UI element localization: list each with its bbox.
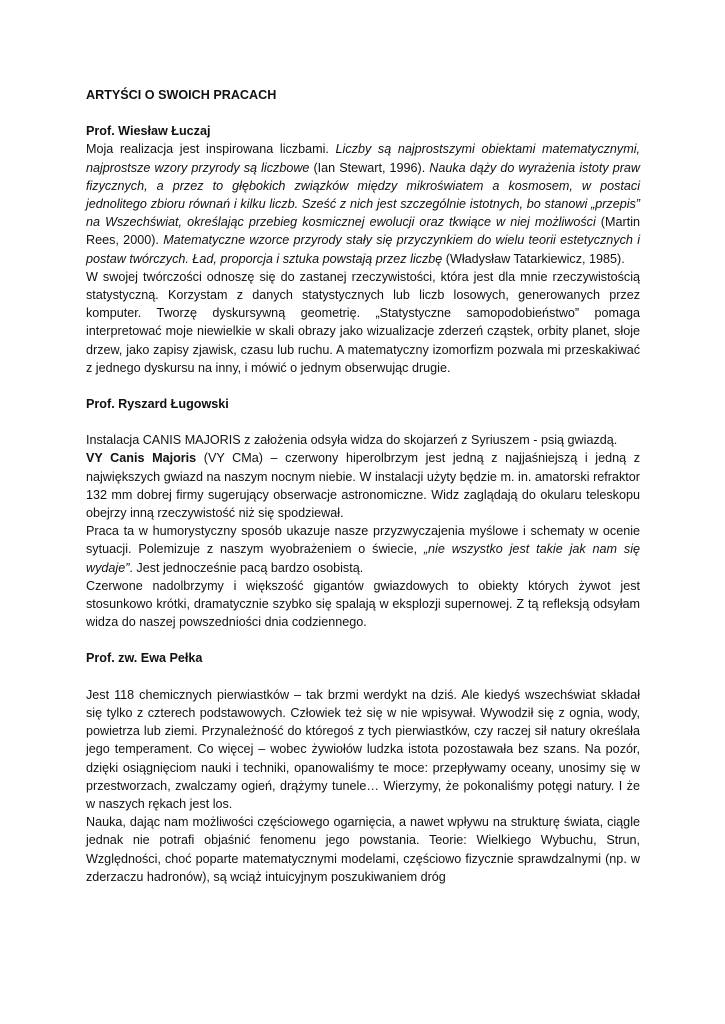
text-run: Praca ta w humorystyczny sposób ukazuje nasze przyzwyczajenia myślowe i schematy w ocenie sytuacji. Polemizuje z naszym wyobrażeniem o świecie, [86,524,640,557]
paragraph-lugowski-1: Instalacja CANIS MAJORIS z założenia odsyła widza do skojarzeń z Syriuszem - psią gwiazdą. [86,433,618,448]
section-heading-pelka: Prof. zw. Ewa Pełka [86,651,203,666]
paragraph-lugowski-3: Czerwone nadolbrzymy i większość gigantów gwiazdowych to obiekty których żywot jest stosunkowo krótki, dramatycznie szybko się spalają w eksplozji supernowej. Z tą refleksją odsyłam widza do naszej powszedniości dnia codziennego. [86,578,640,630]
paragraph-lugowski-2 [86,522,640,577]
citation-tatarkiewicz: (Władysław Tatarkiewicz, 1985). [442,251,625,266]
section-heading-lugowski: Prof. Ryszard Ługowski [86,397,229,412]
paragraph-pelka-1: Jest 118 chemicznych pierwiastków – tak brzmi werdykt na dziś. Ale kiedyś wszechświat składał się tylko z czterech podstawowych. Człowiek też się w nie wpisywał. Wywodził się z ognia, wody, powietrza lub ziemi. Przynależność do któregoś z tych pierwiastków, czy raczej sił natury określała jego temperament. Co więcej – wobec żywiołów ludzka istota pozostawała bez szans. Na pozór, dzięki osiągnięciom nauki i techniki, opanowaliśmy te moce: przepływamy oceany, unosimy się w przestworzach, zwalczamy ogień, drążymy tunele… Wierzymy, że pokonaliśmy potęgi natury. I że w naszych rękach jest los. [86,687,640,811]
quote-rees: Nauka dąży do wyrażenia istoty praw fizycznych, a przez to głębokich związków między mikroświatem a kosmosem, w postaci jednolitego zbioru równań i kilku liczb. Sześć z nich jest szczególnie istotnych, bo stanowi „przepis” na Wszechświat, określając przebieg kosmicznej ewolucji oraz tkwiące w niej możliwości [86,160,640,230]
quote-lugowski: „nie wszystko jest takie jak nam się wydaje” [86,542,640,575]
citation-stewart: (Ian Stewart, 1996). [309,160,430,175]
quote-tatarkiewicz: Matematyczne wzorce przyrody stały się przyczynkiem do wielu teorii estetycznych i postaw twórczych. Ład, proporcja i sztuka powstają przez liczbę [86,233,640,266]
star-name: VY Canis Majoris [86,451,197,466]
paragraph-pelka-2: Nauka, dając nam możliwości częściowego ogarnięcia, a nawet wpływu na strukturę świata, ciągle jednak nie potrafi objaśnić fenomenu jego powstania. Teorie: Wielkiego Wybuchu, Strun, Względności, choć poparte matematycznymi modelami, częściowo fizycznie sprawdzalnymi (np. w zderzaczu hadronów), są wciąż intuicyjnym poszukiwaniem dróg [86,815,640,884]
document-page [86,86,640,886]
paragraph-luczaj-2: W swojej twórczości odnoszę się do zastanej rzeczywistości, która jest dla mnie rzeczywistością statystyczną. Korzystam z danych statystycznych lub liczb losowych, generowanych przez komputer. Tworzę dyskursywną geometrię. „Statystyczne samopodobieństwo” pomaga interpretować moje niewielkie w skali obrazy jako wizualizacje zderzeń cząstek, orbity planet, słoje drzew, jako zapisy zjawisk, czasu lub ruchu. A matematyczny izomorfizm pozwala mi przeskakiwać z jednego dyskursu na inny, i mówić o jednym obserwując drugie. [86,269,640,375]
document-title: ARTYŚCI O SWOICH PRACACH [86,88,277,102]
paragraph-luczaj-1 [86,140,640,267]
section-heading-luczaj: Prof. Wiesław Łuczaj [86,124,211,139]
text-run: . Jest jednocześnie pacą bardzo osobistą. [129,560,364,575]
text-run: (VY CMa) – czerwony hiperolbrzym jest jedną z najjaśniejszą i jedną z największych gwiazd na naszym nocnym niebie. W instalacji użyty będzie m. in. amatorski refraktor 132 mm dobrej firmy sugerujący obserwacje astronomiczne. Widz zaglądają do okularu teleskopu obejrzy inną rzeczywistość niż się spodziewał. [86,451,640,521]
citation-rees: (Martin Rees, 2000). [86,215,640,248]
quote-stewart: Liczby są najprostszymi obiektami matematycznymi, najprostsze wzory przyrody są liczbowe [86,142,640,175]
paragraph-lugowski-1b [86,449,640,522]
text-run: Moja realizacja jest inspirowana liczbami. [86,142,336,157]
